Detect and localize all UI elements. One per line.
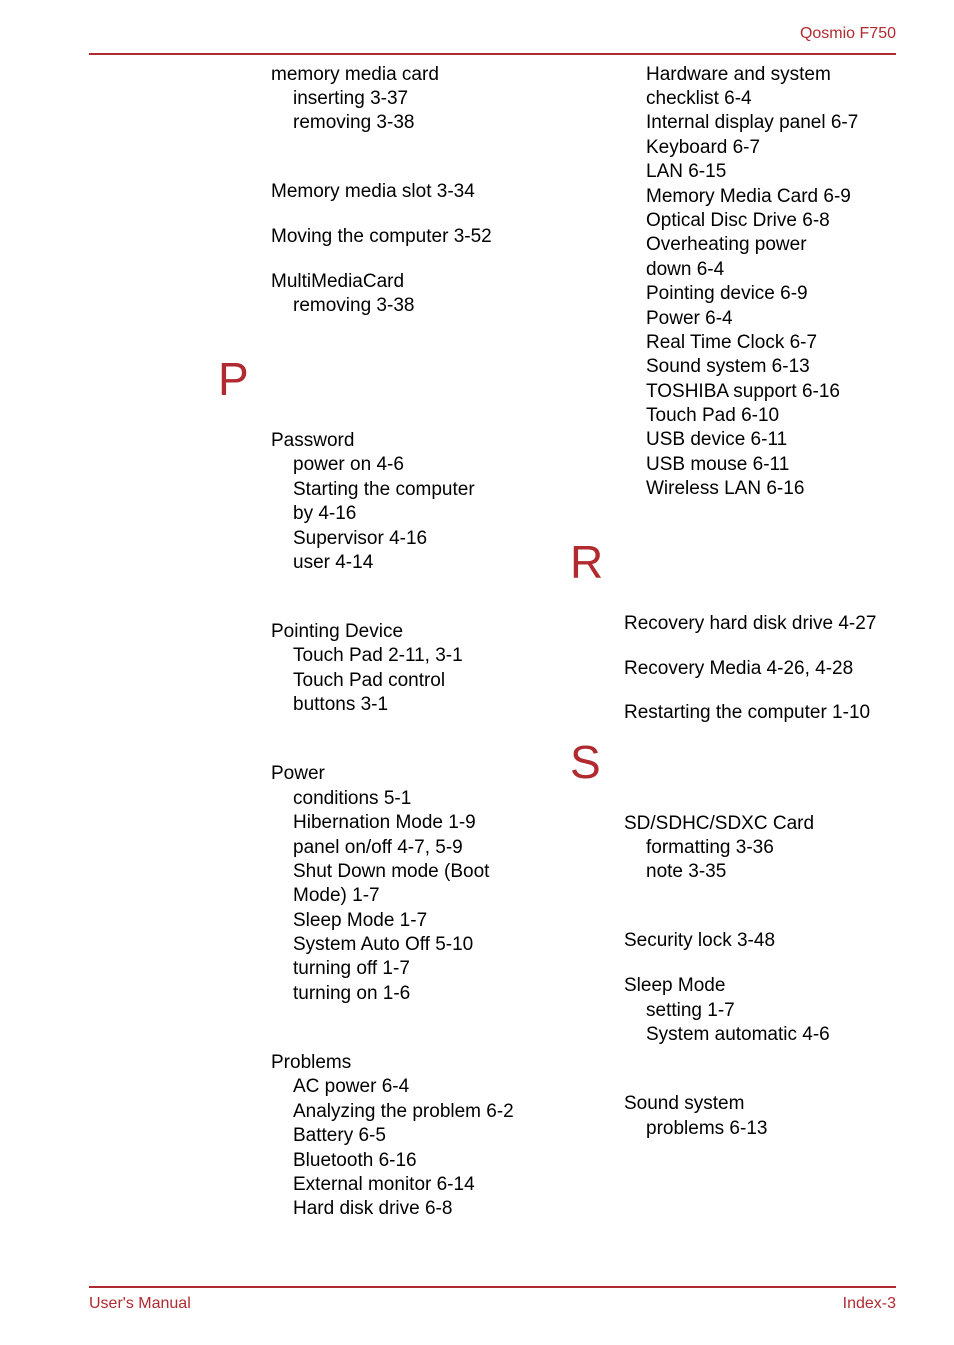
index-entry: Password — [271, 430, 355, 451]
index-subentry: checklist 6-4 — [646, 88, 752, 109]
index-entry: Sleep Mode — [624, 975, 726, 996]
index-subentry: Starting the computer — [293, 479, 475, 500]
index-subentry: turning off 1-7 — [293, 958, 410, 979]
running-header-title: Qosmio F750 — [799, 25, 896, 42]
index-subentry: Power 6-4 — [646, 308, 733, 329]
index-subentry: removing 3-38 — [293, 112, 415, 133]
index-subentry: USB mouse 6-11 — [646, 454, 790, 475]
index-subentry: TOSHIBA support 6-16 — [646, 381, 840, 402]
index-entry: Power — [271, 763, 325, 784]
index-subentry: Sleep Mode 1-7 — [293, 910, 428, 931]
index-subentry: Bluetooth 6-16 — [293, 1150, 417, 1171]
index-entry: Problems — [271, 1052, 352, 1073]
index-subentry: Sound system 6-13 — [646, 356, 810, 377]
index-subentry: Shut Down mode (Boot — [293, 861, 490, 882]
index-subentry: Wireless LAN 6-16 — [646, 478, 805, 499]
footer-page-number: Index-3 — [842, 1295, 896, 1312]
index-subentry: turning on 1-6 — [293, 983, 411, 1004]
index-subentry: System automatic 4-6 — [646, 1024, 830, 1045]
index-subentry: Touch Pad 2-11, 3-1 — [293, 645, 463, 666]
index-subentry: Internal display panel 6-7 — [646, 112, 859, 133]
index-subentry: Battery 6-5 — [293, 1125, 386, 1146]
index-subentry: formatting 3-36 — [646, 837, 774, 858]
index-subentry: setting 1-7 — [646, 1000, 735, 1021]
index-entry: MultiMediaCard — [271, 271, 405, 292]
index-subentry: inserting 3-37 — [293, 88, 409, 109]
index-subentry: power on 4-6 — [293, 454, 404, 475]
index-entry: Security lock 3-48 — [624, 930, 776, 951]
index-subentry: USB device 6-11 — [646, 429, 788, 450]
index-subentry: Overheating power — [646, 234, 807, 255]
index-subentry: problems 6-13 — [646, 1118, 768, 1139]
footer-manual-title: User's Manual — [89, 1295, 191, 1312]
index-entry: Pointing Device — [271, 621, 404, 642]
index-subentry: removing 3-38 — [293, 295, 415, 316]
index-subentry: Touch Pad 6-10 — [646, 405, 780, 426]
index-subentry: Keyboard 6-7 — [646, 137, 761, 158]
index-entry: Memory media slot 3-34 — [271, 181, 475, 202]
index-subentry: Mode) 1-7 — [293, 885, 380, 906]
index-subentry: Hard disk drive 6-8 — [293, 1198, 453, 1219]
index-subentry: Optical Disc Drive 6-8 — [646, 210, 830, 231]
index-subentry: Real Time Clock 6-7 — [646, 332, 818, 353]
index-subentry: Pointing device 6-9 — [646, 283, 808, 304]
index-letter-s: S — [570, 736, 601, 788]
index-subentry: Supervisor 4-16 — [293, 528, 428, 549]
index-subentry: Analyzing the problem 6-2 — [293, 1101, 514, 1122]
index-subentry: buttons 3-1 — [293, 694, 389, 715]
index-entry: Recovery hard disk drive 4-27 — [624, 613, 877, 634]
index-subentry: note 3-35 — [646, 861, 727, 882]
index-entry: Restarting the computer 1-10 — [624, 702, 871, 723]
index-letter-r: R — [570, 536, 604, 588]
index-entry: memory media card — [271, 64, 439, 85]
index-subentry: Memory Media Card 6-9 — [646, 186, 851, 207]
index-entry: Recovery Media 4-26, 4-28 — [624, 658, 854, 679]
index-subentry: System Auto Off 5-10 — [293, 934, 474, 955]
index-subentry: down 6-4 — [646, 259, 725, 280]
index-letter-p: P — [218, 353, 249, 405]
index-subentry: LAN 6-15 — [646, 161, 727, 182]
index-subentry: by 4-16 — [293, 503, 357, 524]
index-subentry: AC power 6-4 — [293, 1076, 410, 1097]
index-entry: SD/SDHC/SDXC Card — [624, 813, 815, 834]
index-entry: Sound system — [624, 1093, 745, 1114]
index-subentry: Hibernation Mode 1-9 — [293, 812, 476, 833]
index-subentry: Touch Pad control — [293, 670, 446, 691]
header-rule — [89, 53, 896, 55]
index-subentry: Hardware and system — [646, 64, 831, 85]
footer-rule — [89, 1286, 896, 1288]
index-subentry: user 4-14 — [293, 552, 374, 573]
index-entry: Moving the computer 3-52 — [271, 226, 492, 247]
index-subentry: External monitor 6-14 — [293, 1174, 475, 1195]
index-subentry: conditions 5-1 — [293, 788, 412, 809]
index-subentry: panel on/off 4-7, 5-9 — [293, 837, 463, 858]
